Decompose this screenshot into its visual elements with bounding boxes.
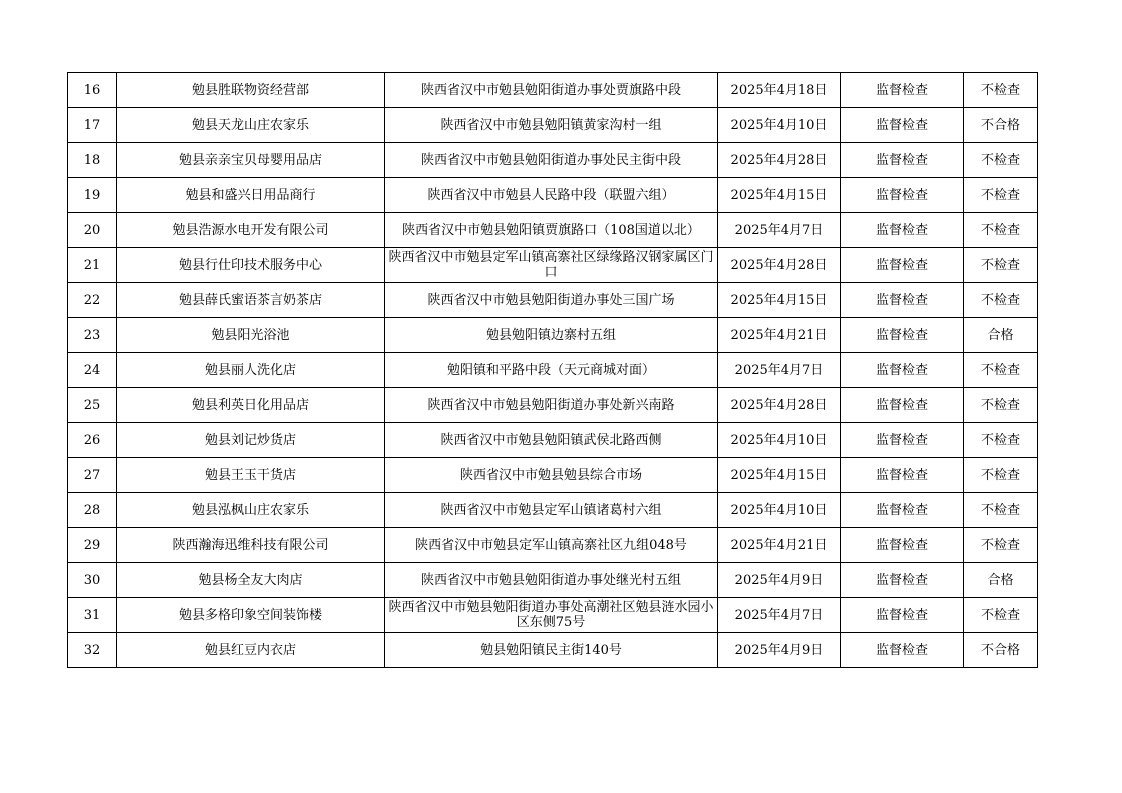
inspection-type-cell: 监督检查 bbox=[841, 143, 964, 178]
entity-name-cell: 勉县红豆内衣店 bbox=[117, 633, 385, 668]
inspection-result-cell: 不检查 bbox=[964, 493, 1038, 528]
entity-address-cell: 陕西省汉中市勉县定军山镇诸葛村六组 bbox=[385, 493, 718, 528]
row-number-cell: 29 bbox=[68, 528, 117, 563]
entity-name-cell: 勉县亲亲宝贝母婴用品店 bbox=[117, 143, 385, 178]
entity-name-cell: 勉县泓枫山庄农家乐 bbox=[117, 493, 385, 528]
entity-address-cell: 陕西省汉中市勉县勉阳街道办事处高潮社区勉县涟水园小区东侧75号 bbox=[385, 598, 718, 633]
inspection-result-cell: 不检查 bbox=[964, 388, 1038, 423]
row-number-cell: 26 bbox=[68, 423, 117, 458]
inspection-result-cell: 不检查 bbox=[964, 73, 1038, 108]
inspection-date-cell: 2025年4月7日 bbox=[718, 353, 841, 388]
inspection-type-cell: 监督检查 bbox=[841, 423, 964, 458]
row-number-cell: 30 bbox=[68, 563, 117, 598]
inspection-date-cell: 2025年4月15日 bbox=[718, 283, 841, 318]
table-row bbox=[68, 283, 1038, 318]
table-row bbox=[68, 633, 1038, 668]
entity-name-cell: 勉县天龙山庄农家乐 bbox=[117, 108, 385, 143]
inspection-type-cell: 监督检查 bbox=[841, 528, 964, 563]
inspection-date-cell: 2025年4月18日 bbox=[718, 73, 841, 108]
inspection-type-cell: 监督检查 bbox=[841, 213, 964, 248]
inspection-type-cell: 监督检查 bbox=[841, 563, 964, 598]
inspection-type-cell: 监督检查 bbox=[841, 283, 964, 318]
entity-address-cell: 勉县勉阳镇边寨村五组 bbox=[385, 318, 718, 353]
entity-address-cell: 勉阳镇和平路中段（天元商城对面） bbox=[385, 353, 718, 388]
row-number-cell: 24 bbox=[68, 353, 117, 388]
entity-address-cell: 陕西省汉中市勉县勉阳镇武侯北路西侧 bbox=[385, 423, 718, 458]
entity-address-cell: 陕西省汉中市勉县勉阳街道办事处三国广场 bbox=[385, 283, 718, 318]
inspection-type-cell: 监督检查 bbox=[841, 248, 964, 283]
row-number-cell: 32 bbox=[68, 633, 117, 668]
row-number-cell: 21 bbox=[68, 248, 117, 283]
inspection-result-cell: 不检查 bbox=[964, 283, 1038, 318]
row-number-cell: 20 bbox=[68, 213, 117, 248]
inspection-type-cell: 监督检查 bbox=[841, 73, 964, 108]
table-row bbox=[68, 388, 1038, 423]
inspection-result-cell: 不检查 bbox=[964, 423, 1038, 458]
entity-name-cell: 勉县行仕印技术服务中心 bbox=[117, 248, 385, 283]
table-row bbox=[68, 423, 1038, 458]
entity-address-cell: 陕西省汉中市勉县勉阳街道办事处新兴南路 bbox=[385, 388, 718, 423]
inspection-date-cell: 2025年4月28日 bbox=[718, 248, 841, 283]
inspection-date-cell: 2025年4月15日 bbox=[718, 458, 841, 493]
entity-name-cell: 勉县薛氏蜜语茶言奶茶店 bbox=[117, 283, 385, 318]
inspection-result-cell: 不检查 bbox=[964, 458, 1038, 493]
entity-address-cell: 陕西省汉中市勉县勉阳镇黄家沟村一组 bbox=[385, 108, 718, 143]
row-number-cell: 18 bbox=[68, 143, 117, 178]
row-number-cell: 23 bbox=[68, 318, 117, 353]
row-number-cell: 28 bbox=[68, 493, 117, 528]
entity-address-cell: 陕西省汉中市勉县定军山镇高寨社区九组048号 bbox=[385, 528, 718, 563]
inspection-date-cell: 2025年4月9日 bbox=[718, 633, 841, 668]
inspection-date-cell: 2025年4月7日 bbox=[718, 598, 841, 633]
row-number-cell: 27 bbox=[68, 458, 117, 493]
inspection-date-cell: 2025年4月7日 bbox=[718, 213, 841, 248]
entity-name-cell: 勉县丽人洗化店 bbox=[117, 353, 385, 388]
row-number-cell: 22 bbox=[68, 283, 117, 318]
table-row bbox=[68, 178, 1038, 213]
entity-name-cell: 陕西瀚海迅维科技有限公司 bbox=[117, 528, 385, 563]
inspection-type-cell: 监督检查 bbox=[841, 318, 964, 353]
entity-address-cell: 陕西省汉中市勉县勉阳街道办事处民主街中段 bbox=[385, 143, 718, 178]
inspection-date-cell: 2025年4月15日 bbox=[718, 178, 841, 213]
table-row bbox=[68, 108, 1038, 143]
entity-name-cell: 勉县刘记炒货店 bbox=[117, 423, 385, 458]
table-row bbox=[68, 598, 1038, 633]
inspection-result-cell: 不合格 bbox=[964, 633, 1038, 668]
inspection-type-cell: 监督检查 bbox=[841, 633, 964, 668]
row-number-cell: 17 bbox=[68, 108, 117, 143]
entity-name-cell: 勉县多格印象空间装饰楼 bbox=[117, 598, 385, 633]
inspection-date-cell: 2025年4月9日 bbox=[718, 563, 841, 598]
table-row bbox=[68, 528, 1038, 563]
inspection-date-cell: 2025年4月21日 bbox=[718, 528, 841, 563]
table-row bbox=[68, 318, 1038, 353]
inspection-result-cell: 不检查 bbox=[964, 178, 1038, 213]
row-number-cell: 19 bbox=[68, 178, 117, 213]
table-row bbox=[68, 563, 1038, 598]
inspection-result-cell: 不检查 bbox=[964, 143, 1038, 178]
entity-name-cell: 勉县阳光浴池 bbox=[117, 318, 385, 353]
inspection-type-cell: 监督检查 bbox=[841, 598, 964, 633]
entity-address-cell: 陕西省汉中市勉县勉县综合市场 bbox=[385, 458, 718, 493]
table-row bbox=[68, 73, 1038, 108]
row-number-cell: 31 bbox=[68, 598, 117, 633]
inspection-result-cell: 不合格 bbox=[964, 108, 1038, 143]
inspection-date-cell: 2025年4月21日 bbox=[718, 318, 841, 353]
entity-address-cell: 陕西省汉中市勉县定军山镇高寨社区绿缘路汉钢家属区门口 bbox=[385, 248, 718, 283]
table-row bbox=[68, 493, 1038, 528]
entity-name-cell: 勉县杨全友大肉店 bbox=[117, 563, 385, 598]
inspection-result-cell: 不检查 bbox=[964, 353, 1038, 388]
entity-name-cell: 勉县利英日化用品店 bbox=[117, 388, 385, 423]
inspection-type-cell: 监督检查 bbox=[841, 108, 964, 143]
inspection-date-cell: 2025年4月10日 bbox=[718, 493, 841, 528]
table-row bbox=[68, 248, 1038, 283]
row-number-cell: 25 bbox=[68, 388, 117, 423]
entity-address-cell: 勉县勉阳镇民主街140号 bbox=[385, 633, 718, 668]
entity-name-cell: 勉县王玉干货店 bbox=[117, 458, 385, 493]
inspection-type-cell: 监督检查 bbox=[841, 353, 964, 388]
table-row bbox=[68, 143, 1038, 178]
inspection-type-cell: 监督检查 bbox=[841, 178, 964, 213]
entity-address-cell: 陕西省汉中市勉县人民路中段（联盟六组） bbox=[385, 178, 718, 213]
table-body bbox=[68, 73, 1038, 668]
inspection-records-table bbox=[67, 72, 1038, 668]
entity-name-cell: 勉县浩源水电开发有限公司 bbox=[117, 213, 385, 248]
entity-name-cell: 勉县和盛兴日用品商行 bbox=[117, 178, 385, 213]
table-row bbox=[68, 458, 1038, 493]
inspection-result-cell: 不检查 bbox=[964, 598, 1038, 633]
row-number-cell: 16 bbox=[68, 73, 117, 108]
table-row bbox=[68, 213, 1038, 248]
entity-name-cell: 勉县胜联物资经营部 bbox=[117, 73, 385, 108]
entity-address-cell: 陕西省汉中市勉县勉阳街道办事处贾旗路中段 bbox=[385, 73, 718, 108]
inspection-date-cell: 2025年4月28日 bbox=[718, 143, 841, 178]
inspection-type-cell: 监督检查 bbox=[841, 458, 964, 493]
inspection-result-cell: 不检查 bbox=[964, 213, 1038, 248]
inspection-date-cell: 2025年4月28日 bbox=[718, 388, 841, 423]
inspection-result-cell: 不检查 bbox=[964, 528, 1038, 563]
inspection-result-cell: 合格 bbox=[964, 563, 1038, 598]
entity-address-cell: 陕西省汉中市勉县勉阳镇贾旗路口（108国道以北） bbox=[385, 213, 718, 248]
inspection-date-cell: 2025年4月10日 bbox=[718, 108, 841, 143]
inspection-type-cell: 监督检查 bbox=[841, 388, 964, 423]
table-row bbox=[68, 353, 1038, 388]
entity-address-cell: 陕西省汉中市勉县勉阳街道办事处继光村五组 bbox=[385, 563, 718, 598]
inspection-result-cell: 不检查 bbox=[964, 248, 1038, 283]
inspection-date-cell: 2025年4月10日 bbox=[718, 423, 841, 458]
inspection-type-cell: 监督检查 bbox=[841, 493, 964, 528]
inspection-result-cell: 合格 bbox=[964, 318, 1038, 353]
